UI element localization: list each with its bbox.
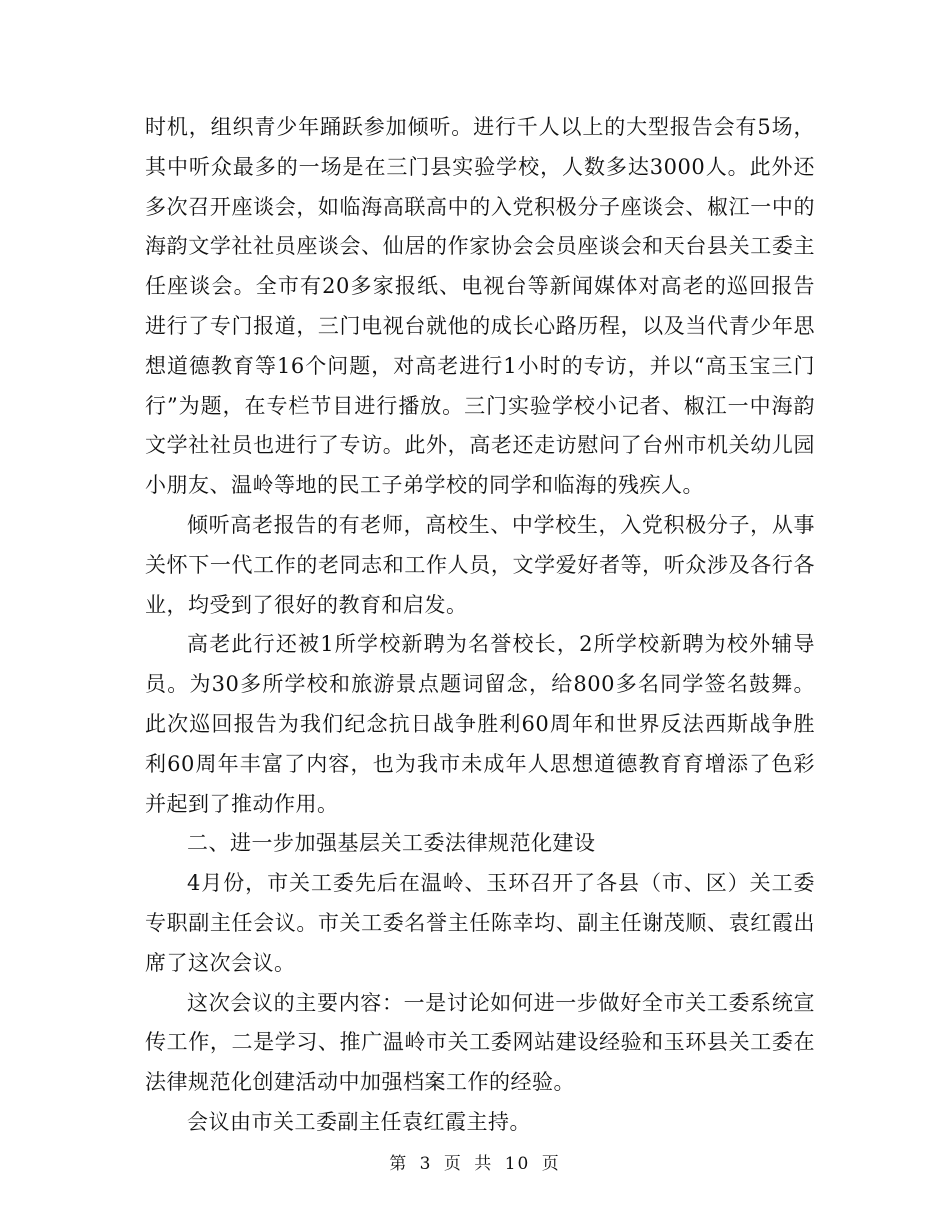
paragraph-4: 4月份，市关工委先后在温岭、玉环召开了各县（市、区）关工委专职副主任会议。市关工委名誉主任陈幸均、副主任谢茂顺、袁红霞出席了这次会议。 [145, 871, 815, 975]
paragraph-1: 时机，组织青少年踊跃参加倾听。进行千人以上的大型报告会有5场，其中听众最多的一场是在三门县实验学校，人数多达3000人。此外还多次召开座谈会，如临海高联高中的入党积极分子座谈会、椒江一中的海韵文学社社员座谈会、仙居的作家协会会员座谈会和天台县关工委主任座谈会。全市有20多家报纸、电视台等新闻媒体对高老的巡回报告进行了专门报道，三门电视台就他的成长心路历程，以及当代青少年思想道德教育等16个问题，对高老进行1小时的专访，并以“高玉宝三门行”为题，在专栏节目进行播放。三门实验学校小记者、椒江一中海韵文学社社员也进行了专访。此外，高老还走访慰问了台州市机关幼儿园小朋友、温岭等地的民工子弟学校的同学和临海的残疾人。 [145, 115, 815, 498]
paragraph-2: 倾听高老报告的有老师，高校生、中学校生，入党积极分子，从事关怀下一代工作的老同志和工作人员，文学爱好者等，听众涉及各行各业，均受到了很好的教育和启发。 [145, 512, 815, 617]
paragraph-6: 会议由市关工委副主任袁红霞主持。 [187, 1109, 531, 1134]
paragraph-5: 这次会议的主要内容：一是讨论如何进一步做好全市关工委系统宣传工作，二是学习、推广温岭市关工委网站建设经验和玉环县关工委在法律规范化创建活动中加强档案工作的经验。 [145, 990, 815, 1095]
page-number-footer: 第 3 页 共 10 页 [389, 1154, 561, 1174]
paragraph-3: 高老此行还被1所学校新聘为名誉校长，2所学校新聘为校外辅导员。为30多所学校和旅游景点题词留念，给800多名同学签名鼓舞。此次巡回报告为我们纪念抗日战争胜利60周年和世界反法西斯战争胜利60周年丰富了内容，也为我市未成年人思想道德教育育增添了色彩并起到了推动作用。 [145, 632, 815, 816]
section-heading: 二、进一步加强基层关工委法律规范化建设 [187, 831, 596, 856]
document-body [145, 108, 815, 1143]
